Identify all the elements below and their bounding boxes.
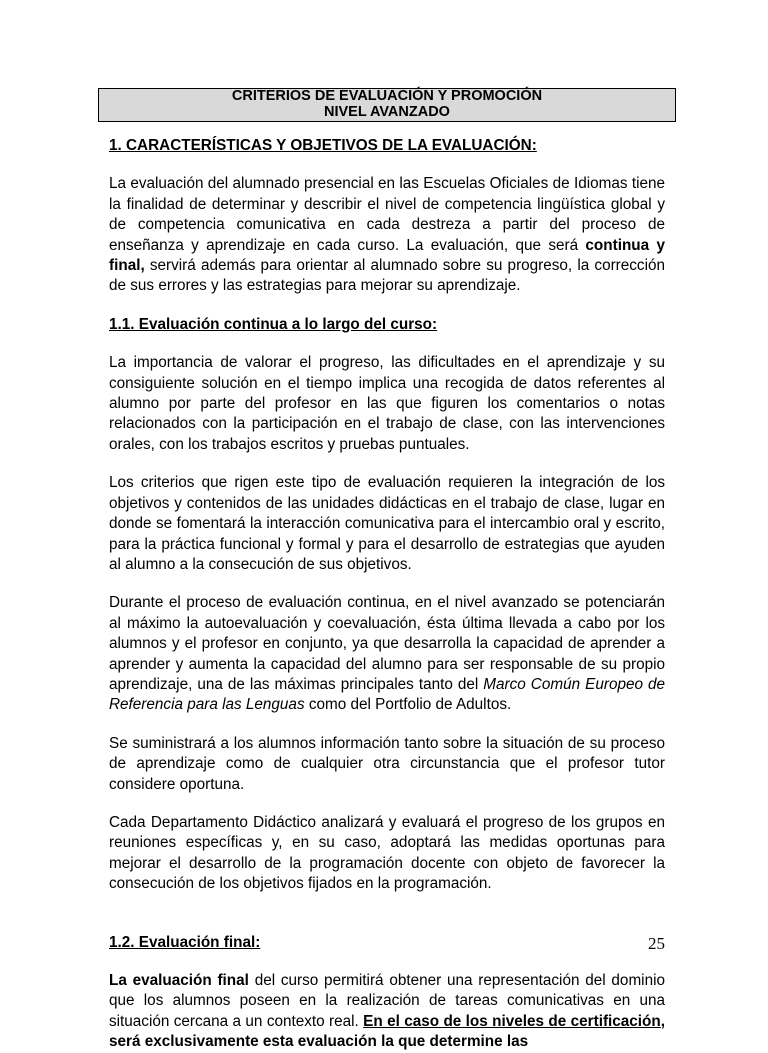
section-1-2-heading: 1.2. Evaluación final: [109, 933, 261, 951]
bold-text: La evaluación final [109, 972, 249, 989]
italic-text: Marco Común Europeo de Referencia para las Lenguas [109, 675, 665, 714]
section-1-1-paragraph-4: Se suministrará a los alumnos información tanto sobre la situación de su proceso de aprendizaje como de cualquier otra circunstancia que el profesor tutor considere oportuna. [109, 734, 665, 793]
bold-text: continua y final, [109, 236, 665, 275]
title-line-1: CRITERIOS DE EVALUACIÓN Y PROMOCIÓN [231, 88, 543, 104]
section-1-heading: 1. CARACTERÍSTICAS Y OBJETIVOS DE LA EVALUACIÓN: [109, 137, 537, 154]
section-1-1-paragraph-5: Cada Departamento Didáctico analizará y evaluará el progreso de los grupos en reuniones específicas y, en su caso, adoptará las medidas oportunas para mejorar el desarrollo de la programación docente con objeto de favorecer la consecución de los objetivos fijados en la programación. [109, 813, 665, 893]
title-box [98, 88, 676, 122]
text-run: como del Portfolio de Adultos. [304, 696, 512, 714]
document-page [109, 88, 665, 1053]
section-1-paragraph [109, 174, 665, 296]
page-number: 25 [648, 934, 665, 953]
bold-text: , será exclusivamente esta evaluación la que determine las [109, 1012, 665, 1051]
section-1-2-paragraph [109, 971, 665, 1053]
bold-underlined-text: En el caso de los niveles de certificación [363, 1012, 661, 1030]
text-run: del curso permitirá obtener una representación del dominio que los alumnos poseen en la realización de tareas comunicativas en una situación cercana a un contexto real. [109, 972, 665, 1030]
text-run: La evaluación del alumnado presencial en las Escuelas Oficiales de Idiomas tiene la finalidad de determinar y describir el nivel de competencia lingüística global y de competencia comunicativa en cada destreza a partir del proceso de enseñanza y aprendizaje en cada curso. La evaluación, que será [109, 175, 665, 254]
title-line-2: NIVEL AVANZADO [324, 103, 450, 120]
text-run: Durante el proceso de evaluación continua, en el nivel avanzado se potenciarán al máximo la autoevaluación y coevaluación, ésta última llevada a cabo por los alumnos y el profesor en conjunto, ya que desarrolla la capacidad de aprender a aprender y aumenta la capacidad del alumno para ser responsable de su propio aprendizaje, una de las máximas principales tanto del [109, 594, 665, 693]
section-1-1-heading: 1.1. Evaluación continua a lo largo del curso: [109, 315, 438, 333]
section-1-1-paragraph-2: Los criterios que rigen este tipo de evaluación requieren la integración de los objetivos y contenidos de las unidades didácticas en el trabajo de clase, lugar en donde se fomentará la interacción comunicativa para el intercambio oral y escrito, para la práctica funcional y formal y para el desarrollo de estrategias que ayuden al alumno a la consecución de sus objetivos. [109, 474, 665, 573]
text-run: servirá además para orientar al alumnado sobre su progreso, la corrección de sus errores y las estrategias para mejorar su aprendizaje. [109, 257, 665, 295]
section-1-1-paragraph-3 [109, 593, 665, 715]
section-1-1-paragraph-1: La importancia de valorar el progreso, las dificultades en el aprendizaje y su consiguiente solución en el tiempo implica una recogida de datos referentes al alumno por parte del profesor en las que figuren los comentarios o notas relacionados con la participación en el trabajo de clase, con las intervenciones orales, con los trabajos escritos y pruebas puntuales. [109, 354, 665, 453]
